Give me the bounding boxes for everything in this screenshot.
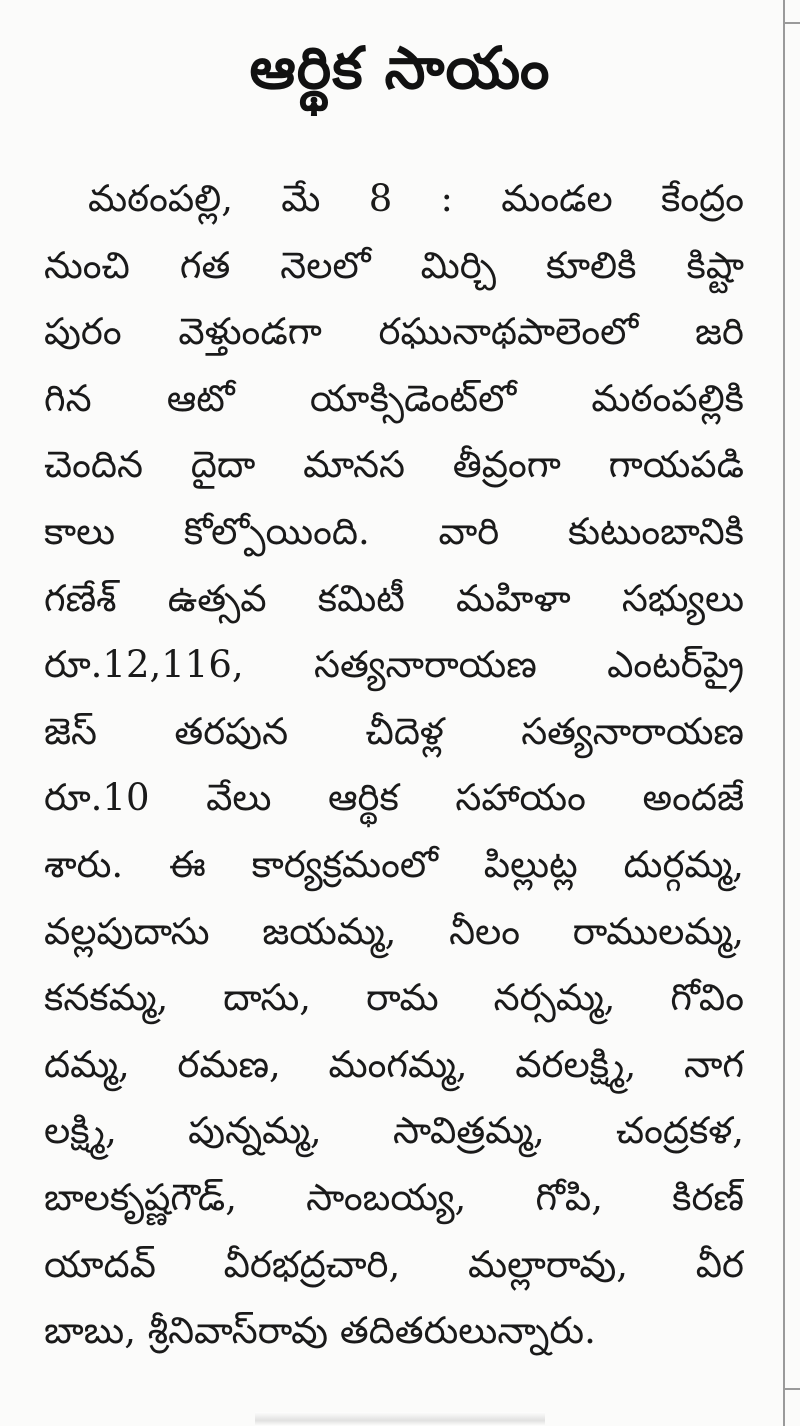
article-line: రూ.10 వేలు ఆర్థిక సహాయం అందజే [44, 776, 744, 820]
article-line: చెందిన దైదా మానస తీవ్రంగా గాయపడి [44, 443, 744, 487]
next-article-fragment [255, 1412, 545, 1426]
article-line: పురం వెళ్తుండగా రఘునాథపాలెంలో జరి [44, 310, 744, 354]
column-divider-tick-top [785, 22, 800, 24]
article-body [44, 166, 744, 1365]
article-line: గణేశ్ ఉత్సవ కమిటీ మహిళా సభ్యులు [44, 576, 744, 620]
article-line: శారు. ఈ కార్యక్రమంలో పిల్లుట్ల దుర్గమ్మ, [44, 842, 744, 886]
article-line: కనకమ్మ, దాసు, రామ నర్సమ్మ, గోవిం [44, 976, 744, 1020]
article-line: గిన ఆటో యాక్సిడెంట్‌లో మఠంపల్లికి [44, 376, 744, 420]
article-line: నుంచి గత నెలలో మిర్చి కూలికి కిష్టా [44, 243, 744, 287]
article-line: యాదవ్ వీరభద్రచారి, మల్లారావు, వీర [44, 1242, 744, 1286]
article-line: బాలకృష్ణగౌడ్, సాంబయ్య, గోపి, కిరణ్ [44, 1175, 744, 1219]
column-divider [783, 0, 785, 1426]
article-line: జెస్ తరపున చీదెళ్ల సత్యనారాయణ [44, 709, 744, 753]
article-line: దమ్మ, రమణ, మంగమ్మ, వరలక్ష్మి, నాగ [44, 1042, 744, 1086]
article-line: వల్లపుదాసు జయమ్మ, నీలం రాములమ్మ, [44, 909, 744, 953]
article-line: మఠంపల్లి, మే 8 : మండల కేంద్రం [88, 177, 744, 220]
article-line: బాబు, శ్రీనివాస్‌రావు తదితరులున్నారు. [44, 1309, 596, 1353]
article-line: లక్ష్మి, పున్నమ్మ, సావిత్రమ్మ, చంద్రకళ, [44, 1109, 744, 1153]
article-line: కాలు కోల్పోయింది. వారి కుటుంబానికి [44, 509, 744, 553]
article-line: రూ.12,116, సత్యనారాయణ ఎంటర్‌ప్రై [44, 643, 744, 687]
article-headline: ఆర్థిక సాయం [249, 34, 551, 102]
column-divider-tick-bottom [785, 1388, 800, 1390]
